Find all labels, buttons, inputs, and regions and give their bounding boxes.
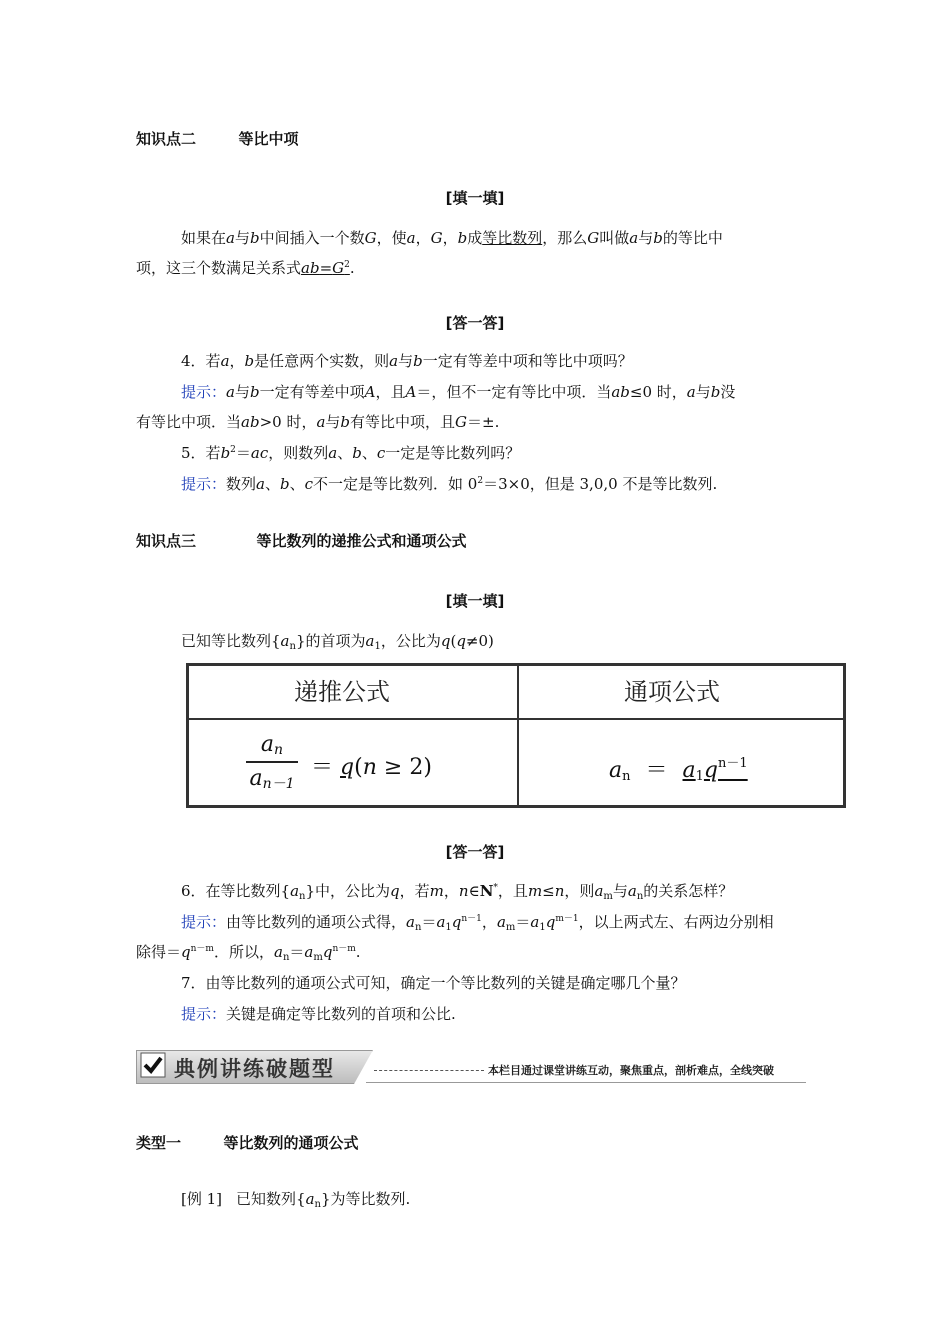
paragraph-line: 项，这三个数满足关系式$ab=G^2$.: [136, 259, 355, 277]
question-7: 7．由等比数列的通项公式可知，确定一个等比数列的关键是确定哪几个量？: [181, 974, 686, 992]
hint-6-cont: 除得$=q^{n-m}$．所以，$a_n=a_mq^{n-m}$.: [136, 943, 361, 963]
section-label: 知识点二: [136, 130, 197, 148]
banner-title: 典例讲练破题型: [174, 1057, 335, 1081]
hint-4-cont: 有等比中项．当ab>0 时，a与b有等比中项，且G＝±.: [136, 413, 500, 431]
type-title: 等比数列的通项公式: [223, 1134, 359, 1152]
checkmark-icon: [140, 1052, 166, 1078]
hint-label: 提示：: [181, 383, 227, 401]
table-header-general: 通项公式: [624, 678, 720, 706]
paragraph-line: 已知等比数列$\{a_n\}$的首项为$a_1$，公比为q(q≠0): [181, 632, 494, 652]
type-heading: [136, 1132, 359, 1153]
question-5: 5．若$b^2=ac$，则数列a、b、c一定是等比数列吗？: [181, 444, 521, 462]
section-banner: [136, 1050, 806, 1084]
type-label: 类型一: [136, 1134, 182, 1152]
section-heading-2: [136, 128, 299, 149]
qa-label: [答一答]: [445, 843, 505, 861]
example-1: [例 1] 已知数列$\{a_n\}$为等比数列.: [181, 1190, 411, 1210]
answer-blank: $ab=G^2$: [301, 259, 350, 277]
example-tag: [例 1]: [181, 1190, 223, 1208]
banner-description: 本栏目通过课堂讲练互动，聚焦重点，剖析难点，全线突破: [488, 1064, 774, 1077]
section-title: 等比中项: [238, 130, 299, 148]
answer-blank: 等比数列: [482, 229, 543, 247]
formula-table: [186, 663, 846, 808]
recursive-formula: ＝ q(n ≥ 2): [311, 755, 432, 780]
question-6: 6．在等比数列$\{a_n\}$中，公比为q，若m，n∈N*，且m≤n，则$a_m$与$a_n$的关系怎样？: [181, 882, 734, 902]
general-formula: $a_n = a_1q^{n-1}$: [609, 756, 748, 784]
hint-label: 提示：: [181, 913, 227, 931]
fill-label: [填一填]: [445, 189, 505, 207]
qa-label: [答一答]: [445, 314, 505, 332]
section-heading-3: [136, 530, 467, 551]
hint-5: 提示：数列a、b、c不一定是等比数列．如 $0^2=3\times 0$，但是 3,0,0 不是等比数列.: [181, 475, 718, 493]
question-4: 4．若a，b是任意两个实数，则a与b一定有等差中项和等比中项吗？: [181, 352, 633, 370]
section-label: 知识点三: [136, 532, 197, 550]
table-header-recursive: 递推公式: [294, 678, 390, 706]
hint-4: 提示：a与b一定有等差中项A，且A＝，但不一定有等比中项．当ab≤0 时，a与b没: [181, 383, 736, 401]
section-title: 等比数列的递推公式和通项公式: [256, 532, 467, 550]
hint-label: 提示：: [181, 1005, 227, 1023]
hint-6: 提示：由等比数列的通项公式得，$a_n=a_1q^{n-1}$，$a_m=a_1q^{m-1}$，以上两式左、右两边分别相: [181, 913, 774, 933]
paragraph-line: 如果在a与b中间插入一个数G，使a，G，b成等比数列，那么G叫做a与b的等比中: [181, 229, 723, 247]
hint-7: 提示：关键是确定等比数列的首项和公比.: [181, 1005, 456, 1023]
recursive-fraction: $a_n$ $a_{n-1}$: [246, 732, 298, 793]
fill-label: [填一填]: [445, 592, 505, 610]
hint-label: 提示：: [181, 475, 227, 493]
